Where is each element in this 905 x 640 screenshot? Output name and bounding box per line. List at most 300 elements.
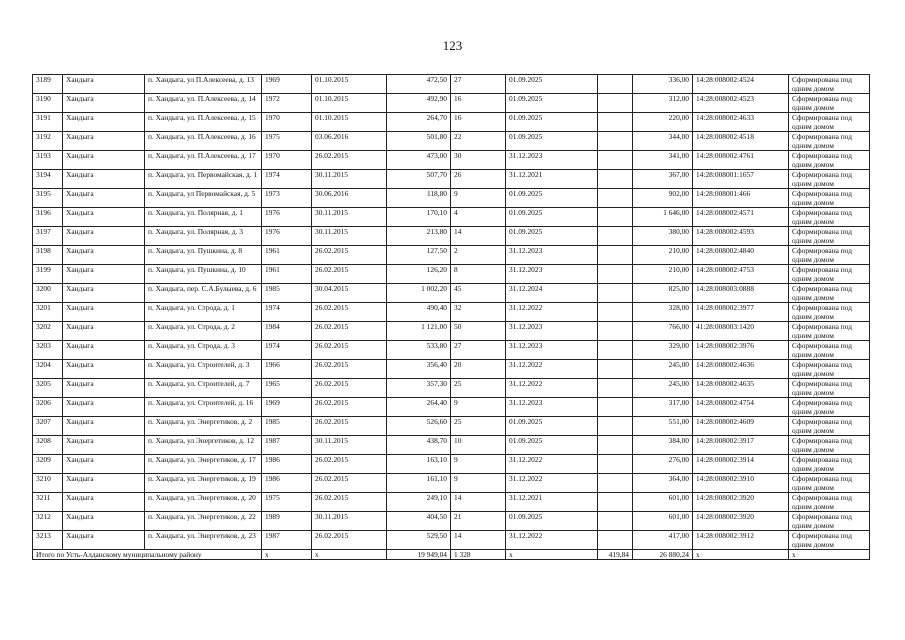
total-count-cell: 1 328 xyxy=(451,550,506,560)
residents-count-cell: 16 xyxy=(451,94,506,113)
empty-cell xyxy=(598,379,633,398)
land-status-cell: Сформирована под одним домом xyxy=(789,379,870,398)
residents-count-cell: 20 xyxy=(451,360,506,379)
cost-cell: 551,00 xyxy=(633,417,693,436)
row-number-cell: 3201 xyxy=(33,303,63,322)
table-row xyxy=(33,113,870,132)
planned-date-cell: 31.12.2021 xyxy=(506,493,598,512)
table-row xyxy=(33,303,870,322)
settlement-cell: Хандыга xyxy=(63,436,145,455)
build-year-cell: 1976 xyxy=(262,227,312,246)
cost-cell: 312,00 xyxy=(633,94,693,113)
inclusion-date-cell: 26.02.2015 xyxy=(312,322,387,341)
inclusion-date-cell: 26.02.2015 xyxy=(312,398,387,417)
address-cell: п. Хандыга, ул. Энергетиков, д. 20 xyxy=(145,493,262,512)
inclusion-date-cell: 26.02.2015 xyxy=(312,360,387,379)
inclusion-date-cell: 26.02.2015 xyxy=(312,531,387,550)
address-cell: п. Хандыга, ул. Энергетиков, д. 19 xyxy=(145,474,262,493)
address-cell: п. Хандыга, пер. С.А.Булыева, д. 6 xyxy=(145,284,262,303)
cost-cell: 245,00 xyxy=(633,360,693,379)
residents-count-cell: 25 xyxy=(451,379,506,398)
inclusion-date-cell: 26.02.2015 xyxy=(312,474,387,493)
total-area-cell: 19 949,04 xyxy=(387,550,451,560)
row-number-cell: 3207 xyxy=(33,417,63,436)
cadastral-number-cell: 14:28:008002:3920 xyxy=(693,512,789,531)
table-row xyxy=(33,322,870,341)
settlement-cell: Хандыга xyxy=(63,303,145,322)
settlement-cell: Хандыга xyxy=(63,265,145,284)
empty-cell xyxy=(598,398,633,417)
row-number-cell: 3196 xyxy=(33,208,63,227)
page-number: 123 xyxy=(442,38,463,53)
total-planned-date-cell: х xyxy=(506,550,598,560)
inclusion-date-cell: 01.10.2015 xyxy=(312,94,387,113)
cost-cell: 825,00 xyxy=(633,284,693,303)
cadastral-number-cell: 14:28:008001:1657 xyxy=(693,170,789,189)
table-row xyxy=(33,436,870,455)
build-year-cell: 1987 xyxy=(262,531,312,550)
table-row xyxy=(33,474,870,493)
area-cell: 472,50 xyxy=(387,75,451,94)
settlement-cell: Хандыга xyxy=(63,132,145,151)
settlement-cell: Хандыга xyxy=(63,151,145,170)
inclusion-date-cell: 26.02.2015 xyxy=(312,417,387,436)
residents-count-cell: 22 xyxy=(451,132,506,151)
empty-cell xyxy=(598,132,633,151)
table-row xyxy=(33,531,870,550)
inclusion-date-cell: 01.10.2015 xyxy=(312,75,387,94)
planned-date-cell: 01.09.2025 xyxy=(506,75,598,94)
address-cell: п. Хандыга, ул. П.Алексеева, д. 17 xyxy=(145,151,262,170)
address-cell: п. Хандыга, ул. Пушкина, д. 8 xyxy=(145,246,262,265)
planned-date-cell: 01.09.2025 xyxy=(506,94,598,113)
settlement-cell: Хандыга xyxy=(63,322,145,341)
cadastral-number-cell: 14:28:008002:4633 xyxy=(693,113,789,132)
empty-cell xyxy=(598,170,633,189)
build-year-cell: 1966 xyxy=(262,360,312,379)
residents-count-cell: 2 xyxy=(451,246,506,265)
planned-date-cell: 31.12.2023 xyxy=(506,322,598,341)
table-row xyxy=(33,75,870,94)
planned-date-cell: 31.12.2023 xyxy=(506,246,598,265)
empty-cell xyxy=(598,493,633,512)
land-status-cell: Сформирована под одним домом xyxy=(789,531,870,550)
residents-count-cell: 8 xyxy=(451,265,506,284)
build-year-cell: 1975 xyxy=(262,132,312,151)
empty-cell xyxy=(598,512,633,531)
cadastral-number-cell: 41:28:008003:1420 xyxy=(693,322,789,341)
residents-count-cell: 9 xyxy=(451,455,506,474)
area-cell: 126,20 xyxy=(387,265,451,284)
empty-cell xyxy=(598,246,633,265)
area-cell: 163,10 xyxy=(387,455,451,474)
empty-cell xyxy=(598,284,633,303)
cost-cell: 384,00 xyxy=(633,436,693,455)
address-cell: п. Хандыга, ул. Строда, д. 1 xyxy=(145,303,262,322)
row-number-cell: 3198 xyxy=(33,246,63,265)
cost-cell: 317,00 xyxy=(633,398,693,417)
inclusion-date-cell: 26.02.2015 xyxy=(312,493,387,512)
inclusion-date-cell: 26.02.2015 xyxy=(312,246,387,265)
settlement-cell: Хандыга xyxy=(63,531,145,550)
cost-cell: 276,00 xyxy=(633,455,693,474)
cadastral-number-cell: 14:28:008002:3912 xyxy=(693,531,789,550)
cadastral-number-cell: 14:28:008002:4761 xyxy=(693,151,789,170)
residents-count-cell: 9 xyxy=(451,474,506,493)
table-row xyxy=(33,417,870,436)
inclusion-date-cell: 30.11.2015 xyxy=(312,512,387,531)
table-row xyxy=(33,493,870,512)
cost-cell: 766,00 xyxy=(633,322,693,341)
address-cell: п. Хандыга, ул. П.Алексеева, д. 14 xyxy=(145,94,262,113)
inclusion-date-cell: 30.06.2016 xyxy=(312,189,387,208)
area-cell: 473,00 xyxy=(387,151,451,170)
inclusion-date-cell: 30.04.2015 xyxy=(312,284,387,303)
settlement-cell: Хандыга xyxy=(63,360,145,379)
planned-date-cell: 01.09.2025 xyxy=(506,132,598,151)
residents-count-cell: 4 xyxy=(451,208,506,227)
settlement-cell: Хандыга xyxy=(63,398,145,417)
planned-date-cell: 01.09.2025 xyxy=(506,208,598,227)
cadastral-number-cell: 14:28:008002:4636 xyxy=(693,360,789,379)
empty-cell xyxy=(598,208,633,227)
address-cell: п. Хандыга, ул. Пушкина, д. 10 xyxy=(145,265,262,284)
total-row xyxy=(33,550,870,560)
planned-date-cell: 31.12.2023 xyxy=(506,341,598,360)
empty-cell xyxy=(598,341,633,360)
empty-cell xyxy=(598,227,633,246)
cost-cell: 328,00 xyxy=(633,303,693,322)
area-cell: 249,10 xyxy=(387,493,451,512)
address-cell: п. Хандыга, ул. П.Алексеева, д. 15 xyxy=(145,113,262,132)
table-row xyxy=(33,132,870,151)
row-number-cell: 3213 xyxy=(33,531,63,550)
total-year-cell: х xyxy=(262,550,312,560)
table-row xyxy=(33,246,870,265)
area-cell: 264,40 xyxy=(387,398,451,417)
address-cell: п. Хандыга, ул. Строителей, д. 7 xyxy=(145,379,262,398)
area-cell: 404,50 xyxy=(387,512,451,531)
table-row xyxy=(33,227,870,246)
land-status-cell: Сформирована под одним домом xyxy=(789,208,870,227)
area-cell: 357,30 xyxy=(387,379,451,398)
cadastral-number-cell: 14:28:008002:3914 xyxy=(693,455,789,474)
planned-date-cell: 01.09.2025 xyxy=(506,436,598,455)
area-cell: 264,70 xyxy=(387,113,451,132)
residents-count-cell: 16 xyxy=(451,113,506,132)
planned-date-cell: 31.12.2023 xyxy=(506,398,598,417)
empty-cell xyxy=(598,417,633,436)
table-row xyxy=(33,341,870,360)
cost-cell: 210,00 xyxy=(633,246,693,265)
area-cell: 213,80 xyxy=(387,227,451,246)
inclusion-date-cell: 30.11.2015 xyxy=(312,170,387,189)
table-row xyxy=(33,284,870,303)
cadastral-number-cell: 14:28:008002:3977 xyxy=(693,303,789,322)
land-status-cell: Сформирована под одним домом xyxy=(789,417,870,436)
residents-count-cell: 27 xyxy=(451,75,506,94)
table-row xyxy=(33,170,870,189)
build-year-cell: 1974 xyxy=(262,341,312,360)
build-year-cell: 1974 xyxy=(262,170,312,189)
area-cell: 1 002,20 xyxy=(387,284,451,303)
address-cell: п. Хандыга, ул. Строителей, д. 16 xyxy=(145,398,262,417)
cadastral-number-cell: 14:28:008002:4518 xyxy=(693,132,789,151)
row-number-cell: 3199 xyxy=(33,265,63,284)
address-cell: п. Хандыга, ул Первомайская, д. 5 xyxy=(145,189,262,208)
total-label-cell: Итого по Усть-Алданскому муниципальному району xyxy=(33,550,262,560)
residents-count-cell: 45 xyxy=(451,284,506,303)
build-year-cell: 1984 xyxy=(262,322,312,341)
table-row xyxy=(33,360,870,379)
cadastral-number-cell: 14:28:008002:4753 xyxy=(693,265,789,284)
cadastral-number-cell: 14:28:008001:466 xyxy=(693,189,789,208)
row-number-cell: 3212 xyxy=(33,512,63,531)
settlement-cell: Хандыга xyxy=(63,227,145,246)
row-number-cell: 3200 xyxy=(33,284,63,303)
area-cell: 490,40 xyxy=(387,303,451,322)
empty-cell xyxy=(598,531,633,550)
row-number-cell: 3189 xyxy=(33,75,63,94)
row-number-cell: 3202 xyxy=(33,322,63,341)
cadastral-number-cell: 14:28:008002:4593 xyxy=(693,227,789,246)
row-number-cell: 3197 xyxy=(33,227,63,246)
cost-cell: 329,00 xyxy=(633,341,693,360)
address-cell: п. Хандыга, ул Энергетиков, д. 12 xyxy=(145,436,262,455)
planned-date-cell: 31.12.2022 xyxy=(506,303,598,322)
inclusion-date-cell: 26.02.2015 xyxy=(312,151,387,170)
land-status-cell: Сформирована под одним домом xyxy=(789,303,870,322)
area-cell: 438,70 xyxy=(387,436,451,455)
settlement-cell: Хандыга xyxy=(63,455,145,474)
address-cell: п. Хандыга, ул. Энергетиков, д. 2 xyxy=(145,417,262,436)
row-number-cell: 3190 xyxy=(33,94,63,113)
land-status-cell: Сформирована под одним домом xyxy=(789,436,870,455)
build-year-cell: 1972 xyxy=(262,94,312,113)
area-cell: 492,90 xyxy=(387,94,451,113)
empty-cell xyxy=(598,322,633,341)
settlement-cell: Хандыга xyxy=(63,341,145,360)
address-cell: п. Хандыга, ул. Полярная, д. 1 xyxy=(145,208,262,227)
area-cell: 533,80 xyxy=(387,341,451,360)
address-cell: п. Хандыга, ул. Энергетиков, д. 17 xyxy=(145,455,262,474)
table-row xyxy=(33,455,870,474)
planned-date-cell: 01.09.2025 xyxy=(506,417,598,436)
build-year-cell: 1970 xyxy=(262,113,312,132)
build-year-cell: 1987 xyxy=(262,436,312,455)
land-status-cell: Сформирована под одним домом xyxy=(789,151,870,170)
build-year-cell: 1961 xyxy=(262,265,312,284)
cadastral-number-cell: 14:28:008002:3920 xyxy=(693,493,789,512)
settlement-cell: Хандыга xyxy=(63,417,145,436)
settlement-cell: Хандыга xyxy=(63,94,145,113)
cost-cell: 1 646,00 xyxy=(633,208,693,227)
build-year-cell: 1989 xyxy=(262,512,312,531)
cadastral-number-cell: 14:28:008003:0888 xyxy=(693,284,789,303)
cost-cell: 367,00 xyxy=(633,170,693,189)
residents-count-cell: 32 xyxy=(451,303,506,322)
row-number-cell: 3203 xyxy=(33,341,63,360)
planned-date-cell: 31.12.2022 xyxy=(506,360,598,379)
settlement-cell: Хандыга xyxy=(63,512,145,531)
total-cost-cell: 26 880,24 xyxy=(633,550,693,560)
land-status-cell: Сформирована под одним домом xyxy=(789,94,870,113)
empty-cell xyxy=(598,265,633,284)
address-cell: п. Хандыга, ул. Первомайская, д. 1 xyxy=(145,170,262,189)
residents-count-cell: 27 xyxy=(451,341,506,360)
land-status-cell: Сформирована под одним домом xyxy=(789,227,870,246)
table-row xyxy=(33,379,870,398)
empty-cell xyxy=(598,436,633,455)
build-year-cell: 1973 xyxy=(262,189,312,208)
empty-cell xyxy=(598,94,633,113)
residents-count-cell: 21 xyxy=(451,512,506,531)
land-status-cell: Сформирована под одним домом xyxy=(789,189,870,208)
residents-count-cell: 9 xyxy=(451,189,506,208)
address-cell: п. Хандыга, ул П.Алексеева, д. 13 xyxy=(145,75,262,94)
build-year-cell: 1965 xyxy=(262,379,312,398)
land-status-cell: Сформирована под одним домом xyxy=(789,265,870,284)
row-number-cell: 3204 xyxy=(33,360,63,379)
total-cadastral-cell: х xyxy=(693,550,789,560)
empty-cell xyxy=(598,189,633,208)
settlement-cell: Хандыга xyxy=(63,246,145,265)
settlement-cell: Хандыга xyxy=(63,284,145,303)
inclusion-date-cell: 26.02.2015 xyxy=(312,455,387,474)
settlement-cell: Хандыга xyxy=(63,493,145,512)
cost-cell: 902,00 xyxy=(633,189,693,208)
land-status-cell: Сформирована под одним домом xyxy=(789,341,870,360)
cadastral-number-cell: 14:28:008002:4635 xyxy=(693,379,789,398)
land-status-cell: Сформирована под одним домом xyxy=(789,474,870,493)
land-status-cell: Сформирована под одним домом xyxy=(789,284,870,303)
cost-cell: 417,00 xyxy=(633,531,693,550)
build-year-cell: 1961 xyxy=(262,246,312,265)
planned-date-cell: 31.12.2022 xyxy=(506,379,598,398)
build-year-cell: 1974 xyxy=(262,303,312,322)
area-cell: 356,40 xyxy=(387,360,451,379)
settlement-cell: Хандыга xyxy=(63,474,145,493)
address-cell: п. Хандыга, ул. Строда, д. 3 xyxy=(145,341,262,360)
planned-date-cell: 01.09.2025 xyxy=(506,512,598,531)
address-cell: п. Хандыга, ул. Строда, д. 2 xyxy=(145,322,262,341)
address-cell: п. Хандыга, ул. Строителей, д. 3 xyxy=(145,360,262,379)
land-status-cell: Сформирована под одним домом xyxy=(789,132,870,151)
cadastral-number-cell: 14:28:008002:4571 xyxy=(693,208,789,227)
build-year-cell: 1986 xyxy=(262,474,312,493)
settlement-cell: Хандыга xyxy=(63,75,145,94)
address-cell: п. Хандыга, ул. Энергетиков, д. 22 xyxy=(145,512,262,531)
cost-cell: 380,00 xyxy=(633,227,693,246)
empty-cell xyxy=(598,75,633,94)
build-year-cell: 1986 xyxy=(262,455,312,474)
build-year-cell: 1969 xyxy=(262,398,312,417)
address-cell: п. Хандыга, ул. Энергетиков, д. 23 xyxy=(145,531,262,550)
total-status-cell: х xyxy=(789,550,870,560)
area-cell: 127,50 xyxy=(387,246,451,265)
planned-date-cell: 31.12.2023 xyxy=(506,151,598,170)
area-cell: 118,80 xyxy=(387,189,451,208)
inclusion-date-cell: 26.02.2015 xyxy=(312,303,387,322)
build-year-cell: 1970 xyxy=(262,151,312,170)
row-number-cell: 3210 xyxy=(33,474,63,493)
table-row xyxy=(33,94,870,113)
residents-count-cell: 14 xyxy=(451,531,506,550)
planned-date-cell: 31.12.2022 xyxy=(506,455,598,474)
cadastral-number-cell: 14:28:008002:4754 xyxy=(693,398,789,417)
table-row xyxy=(33,265,870,284)
build-year-cell: 1976 xyxy=(262,208,312,227)
planned-date-cell: 01.09.2025 xyxy=(506,227,598,246)
inclusion-date-cell: 26.02.2015 xyxy=(312,265,387,284)
land-status-cell: Сформирована под одним домом xyxy=(789,455,870,474)
residents-count-cell: 50 xyxy=(451,322,506,341)
cost-cell: 344,00 xyxy=(633,132,693,151)
area-cell: 161,10 xyxy=(387,474,451,493)
row-number-cell: 3208 xyxy=(33,436,63,455)
residents-count-cell: 25 xyxy=(451,417,506,436)
land-status-cell: Сформирована под одним домом xyxy=(789,493,870,512)
row-number-cell: 3194 xyxy=(33,170,63,189)
cost-cell: 341,00 xyxy=(633,151,693,170)
land-status-cell: Сформирована под одним домом xyxy=(789,512,870,531)
cost-cell: 210,00 xyxy=(633,265,693,284)
table-row xyxy=(33,208,870,227)
table-row xyxy=(33,151,870,170)
total-average-cell: 419,84 xyxy=(598,550,633,560)
row-number-cell: 3195 xyxy=(33,189,63,208)
row-number-cell: 3205 xyxy=(33,379,63,398)
settlement-cell: Хандыга xyxy=(63,170,145,189)
inclusion-date-cell: 26.02.2015 xyxy=(312,379,387,398)
cadastral-number-cell: 14:28:008002:3976 xyxy=(693,341,789,360)
empty-cell xyxy=(598,360,633,379)
land-status-cell: Сформирована под одним домом xyxy=(789,322,870,341)
land-status-cell: Сформирована под одним домом xyxy=(789,246,870,265)
inclusion-date-cell: 03.06.2016 xyxy=(312,132,387,151)
empty-cell xyxy=(598,113,633,132)
planned-date-cell: 31.12.2022 xyxy=(506,531,598,550)
empty-cell xyxy=(598,151,633,170)
residents-count-cell: 14 xyxy=(451,227,506,246)
inclusion-date-cell: 30.11.2015 xyxy=(312,227,387,246)
settlement-cell: Хандыга xyxy=(63,189,145,208)
empty-cell xyxy=(598,455,633,474)
planned-date-cell: 01.09.2025 xyxy=(506,189,598,208)
planned-date-cell: 31.12.2023 xyxy=(506,265,598,284)
residents-count-cell: 14 xyxy=(451,493,506,512)
row-number-cell: 3206 xyxy=(33,398,63,417)
table-row xyxy=(33,189,870,208)
build-year-cell: 1985 xyxy=(262,417,312,436)
cadastral-number-cell: 14:28:008002:3917 xyxy=(693,436,789,455)
residents-count-cell: 30 xyxy=(451,151,506,170)
build-year-cell: 1969 xyxy=(262,75,312,94)
area-cell: 501,80 xyxy=(387,132,451,151)
settlement-cell: Хандыга xyxy=(63,208,145,227)
cost-cell: 245,00 xyxy=(633,379,693,398)
total-date-cell: х xyxy=(312,550,387,560)
settlement-cell: Хандыга xyxy=(63,379,145,398)
cost-cell: 364,00 xyxy=(633,474,693,493)
table-body xyxy=(33,75,870,560)
land-status-cell: Сформирована под одним домом xyxy=(789,113,870,132)
residents-count-cell: 10 xyxy=(451,436,506,455)
planned-date-cell: 31.12.2022 xyxy=(506,474,598,493)
row-number-cell: 3192 xyxy=(33,132,63,151)
address-cell: п. Хандыга, ул. П.Алексеева, д. 16 xyxy=(145,132,262,151)
cost-cell: 601,00 xyxy=(633,493,693,512)
